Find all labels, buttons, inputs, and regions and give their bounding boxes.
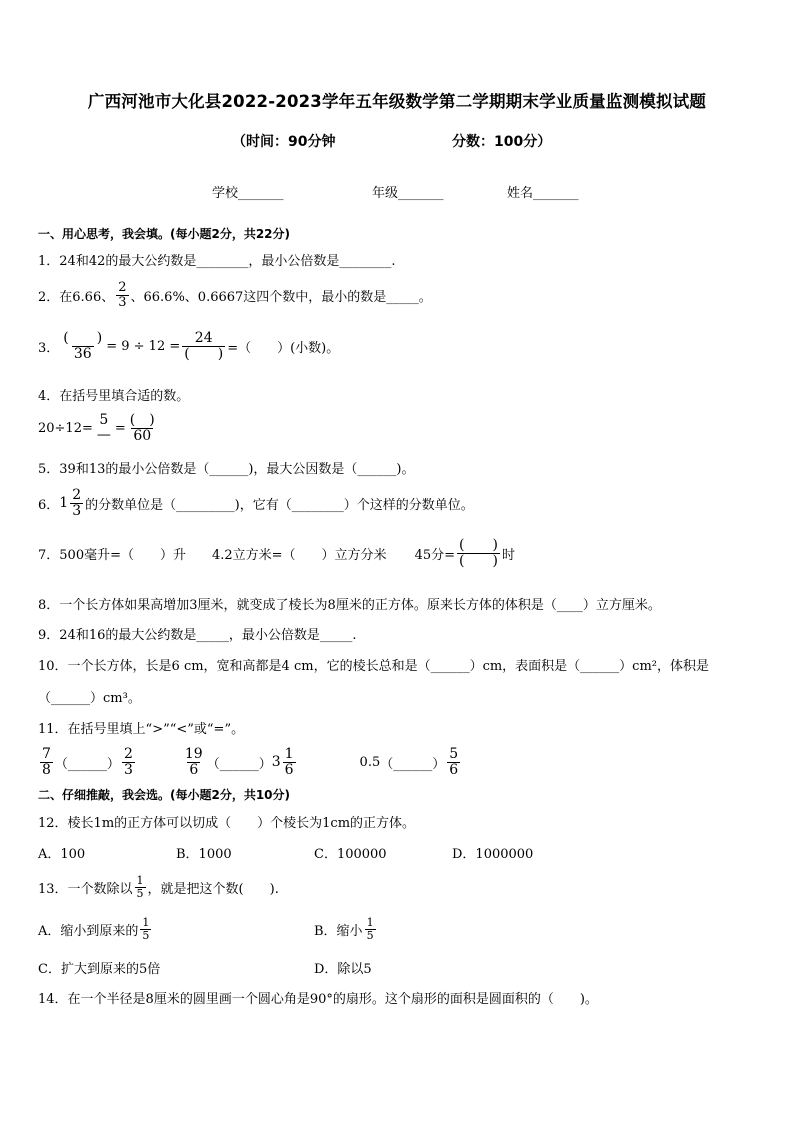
- question-13: 13．一个数除以 $\frac{1}{5}$ ，就是把这个数( ).: [38, 873, 279, 900]
- question-11: 11．在括号里填上“>”“<”或“=”。: [38, 722, 245, 737]
- fraction: $\frac{19}{6}$: [184, 745, 203, 778]
- option-b: B．1000: [176, 847, 232, 862]
- question-4-equation: 20÷12= 5 — = $\frac{( )}{60}$: [38, 411, 155, 444]
- question-7: 7．500毫升=（ ）升 4.2立方米=（ ）立方分米 45分= $\frac{( )}{( )}$ 时: [38, 536, 515, 569]
- section-heading-fill: 一、用心思考，我会填。(每小题2分，共22分): [38, 227, 291, 241]
- fraction: 5 —: [96, 412, 111, 443]
- question-5: 5．39和13的最小公倍数是（______)，最大公因数是（______)。: [38, 462, 415, 477]
- school-field: 学校_______: [212, 186, 284, 201]
- fraction: $\frac{1}{5}$: [142, 915, 150, 942]
- fraction: $\frac{( )}{( )}$: [459, 536, 498, 569]
- option-a: A．缩小到原来的 $\frac{1}{5}$: [38, 915, 150, 942]
- option-b: B．缩小 $\frac{1}{5}$: [314, 915, 374, 942]
- question-3: 3． $\frac{( )}{36}$ = 9 ÷ 12 = $\frac{24}{( )}$ =（ ）(小数)。: [38, 329, 340, 362]
- fraction: $\frac{2}{3}$: [118, 279, 127, 310]
- question-1: 1．24和42的最大公约数是________，最小公倍数是________.: [38, 254, 396, 269]
- fraction: $\frac{5}{6}$: [449, 745, 459, 778]
- question-12: 12．棱长1m的正方体可以切成（ ）个棱长为1cm的正方体。: [38, 816, 416, 831]
- question-6: 6． 1 $\frac{2}{3}$ 的分数单位是（_________)，它有（________）个这样的分数单位。: [38, 486, 474, 519]
- name-field: 姓名_______: [507, 186, 579, 201]
- exam-score: 分数：100分）: [452, 134, 552, 150]
- fraction: $\frac{7}{8}$: [42, 745, 51, 778]
- fraction: $\frac{( )}{60}$: [129, 411, 155, 444]
- fraction: $\frac{( )}{36}$: [63, 329, 103, 362]
- exam-time: （时间：90分钟: [232, 134, 336, 150]
- question-10-line-2: （______）cm³。: [38, 691, 141, 706]
- question-4: 4．在括号里填合适的数。: [38, 389, 190, 404]
- question-8: 8．一个长方体如果高增加3厘米，就变成了棱长为8厘米的正方体。原来长方体的体积是（____）立方厘米。: [38, 598, 661, 613]
- option-d: D．除以5: [314, 962, 372, 977]
- question-14: 14．在一个半径是8厘米的圆里画一个圆心角是90°的扇形。这个扇形的面积是圆面积的（ )。: [38, 992, 598, 1007]
- fraction: $\frac{2}{3}$: [123, 745, 133, 778]
- question-2: 2．在6.66、 $\frac{2}{3}$ 、66.6%、0.6667这四个数中，最小的数是_____。: [38, 279, 432, 310]
- fraction: $\frac{1}{5}$: [136, 873, 144, 900]
- fraction: $\frac{1}{5}$: [366, 915, 374, 942]
- option-a: A．100: [38, 847, 86, 862]
- mixed-number: 1 $\frac{2}{3}$: [59, 486, 82, 519]
- question-10-line-1: 10．一个长方体，长是6 cm，宽和高都是4 cm，它的棱长总和是（______）cm，表面积是（______）cm²，体积是: [38, 659, 709, 674]
- grade-field: 年级_______: [372, 186, 444, 201]
- option-d: D．1000000: [452, 847, 534, 862]
- section-heading-choice: 二、仔细推敲，我会选。(每小题2分，共10分): [38, 788, 291, 802]
- option-c: C．100000: [314, 847, 387, 862]
- option-c: C．扩大到原来的5倍: [38, 962, 161, 977]
- page-title: 广西河池市大化县2022-2023学年五年级数学第二学期期末学业质量监测模拟试题: [87, 92, 707, 111]
- question-11-comparisons: $\frac{7}{8}$ （______） $\frac{2}{3}$ $\frac{19}{6}$ （______） 3 $\frac{1}{6}$ 0.5 （______） $\frac{5}{6}$: [42, 745, 459, 778]
- mixed-number: 3 $\frac{1}{6}$: [271, 745, 294, 778]
- fraction: $\frac{24}{( )}$: [184, 329, 224, 362]
- question-9: 9．24和16的最大公约数是_____，最小公倍数是_____.: [38, 628, 357, 643]
